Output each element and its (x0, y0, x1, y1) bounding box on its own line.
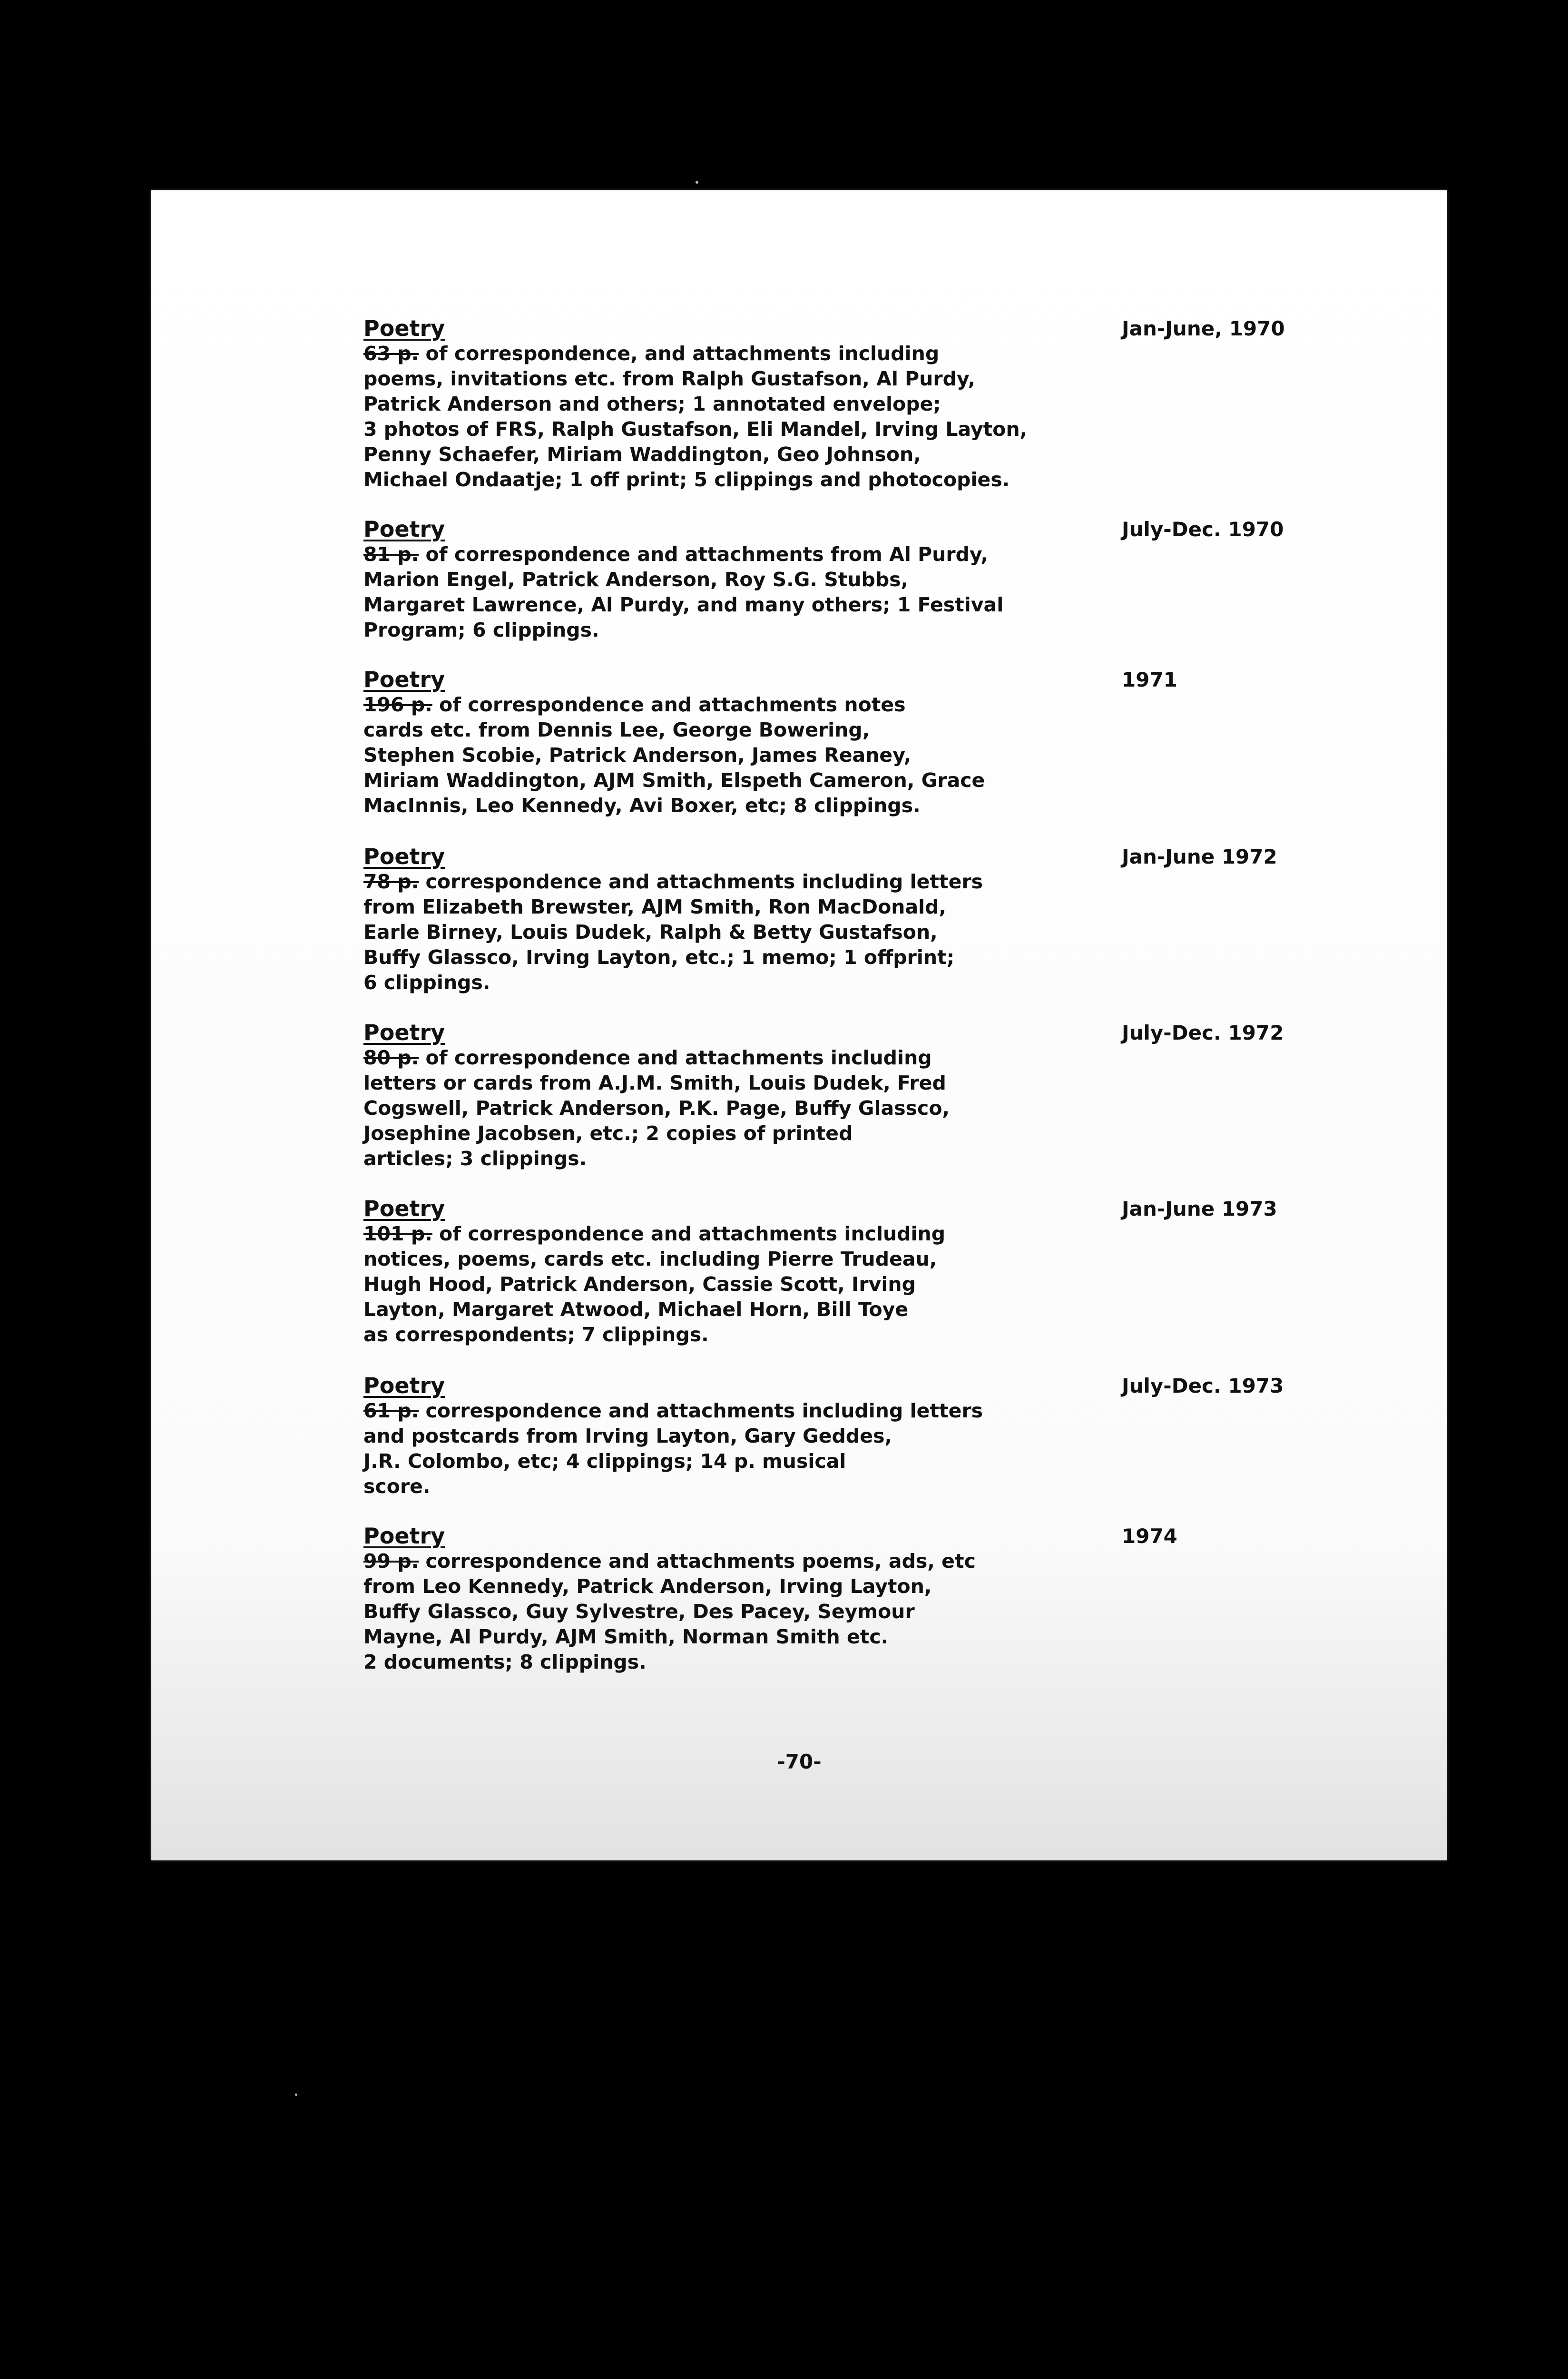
page-count: 80 p. (363, 1046, 419, 1069)
entry-heading: Poetry (363, 516, 445, 542)
entry-date: 1971 (1122, 668, 1177, 691)
entry-date: July-Dec. 1970 (1122, 518, 1284, 541)
entry-heading: Poetry (363, 315, 445, 341)
page-count: 78 p. (363, 870, 419, 893)
entry-jan-june-1972 (363, 844, 1410, 1006)
entry-description (363, 542, 1068, 643)
document-page (151, 190, 1447, 1860)
entry-july-dec-1970 (363, 517, 1410, 678)
entry-heading: Poetry (363, 1373, 445, 1398)
description-text: of correspondence and attachments including notices, poems, cards etc. including Pierre Trudeau, Hugh Hood, Patrick Anderson, Cassie Scott, Irving Layton, Margaret Atwood, Michael Horn, Bill Toye as correspondents; 7 clippings. (363, 1222, 946, 1346)
page-count: 196 p. (363, 693, 432, 716)
scan-speck (696, 181, 698, 184)
entry-description (363, 1549, 1068, 1675)
page-count: 101 p. (363, 1222, 432, 1245)
entry-jan-june-1973 (363, 1196, 1410, 1358)
description-text: correspondence and attachments including letters from Elizabeth Brewster, AJM Smith, Ron MacDonald, Earle Birney, Louis Dudek, Ralph & Betty Gustafson, Buffy Glassco, Irving Layton, etc.; 1 memo; 1 offprint; 6 clippings. (363, 870, 983, 994)
entry-heading: Poetry (363, 1196, 445, 1221)
page-count: 81 p. (363, 543, 419, 566)
entry-date: July-Dec. 1973 (1122, 1374, 1284, 1397)
entry-date: Jan-June, 1970 (1122, 317, 1285, 340)
page-count: 63 p. (363, 342, 419, 365)
description-text: correspondence and attachments poems, ads, etc from Leo Kennedy, Patrick Anderson, Irving Layton, Buffy Glassco, Guy Sylvestre, Des Pacey, Seymour Mayne, Al Purdy, AJM Smith, Norman Smith etc. 2 documents; 8 clippings. (363, 1550, 976, 1673)
entry-heading: Poetry (363, 844, 445, 869)
entry-description (363, 692, 1068, 818)
entry-date: July-Dec. 1972 (1122, 1021, 1284, 1044)
entry-date: Jan-June 1973 (1122, 1197, 1277, 1220)
entry-description (363, 1045, 1068, 1171)
entry-description (363, 1398, 1068, 1499)
entry-description (363, 869, 1068, 995)
entry-1974 (363, 1524, 1410, 1685)
description-text: of correspondence and attachments from Al Purdy, Marion Engel, Patrick Anderson, Roy S.G. Stubbs, Margaret Lawrence, Al Purdy, and many others; 1 Festival Program; 6 clippings. (363, 543, 1004, 641)
entry-1971 (363, 667, 1410, 829)
description-text: of correspondence and attachments notes cards etc. from Dennis Lee, George Bowering, Stephen Scobie, Patrick Anderson, James Reaney, Miriam Waddington, AJM Smith, Elspeth Cameron, Grace MacInnis, Leo Kennedy, Avi Boxer, etc; 8 clippings. (363, 693, 985, 817)
entry-heading: Poetry (363, 1020, 445, 1045)
entry-date: 1974 (1122, 1524, 1177, 1548)
description-text: of correspondence and attachments including letters or cards from A.J.M. Smith, Louis Dudek, Fred Cogswell, Patrick Anderson, P.K. Page, Buffy Glassco, Josephine Jacobsen, etc.; 2 copies of printed articles; 3 clippings. (363, 1046, 950, 1170)
entry-jan-june-1970 (363, 315, 1410, 491)
page-count: 61 p. (363, 1399, 419, 1422)
description-text: of correspondence, and attachments including poems, invitations etc. from Ralph Gustafson, Al Purdy, Patrick Anderson and others; 1 annotated envelope; 3 photos of FRS, Ralph Gustafson, Eli Mandel, Irving Layton, Penny Schaefer, Miriam Waddington, Geo Johnson, Michael Ondaatje; 1 off print; 5 clippings and photocopies. (363, 342, 1028, 491)
entry-date: Jan-June 1972 (1122, 845, 1277, 868)
page-number: -70- (777, 1750, 822, 1773)
entry-heading: Poetry (363, 667, 445, 692)
page-count: 99 p. (363, 1550, 419, 1573)
entry-description (363, 341, 1068, 492)
description-text: correspondence and attachments including letters and postcards from Irving Layton, Gary Geddes, J.R. Colombo, etc; 4 clippings; 14 p. musical score. (363, 1399, 983, 1498)
entry-july-dec-1972 (363, 1020, 1410, 1182)
entry-description (363, 1221, 1068, 1347)
entry-heading: Poetry (363, 1523, 445, 1549)
scan-speck (295, 2094, 297, 2096)
entry-july-dec-1973 (363, 1373, 1410, 1535)
